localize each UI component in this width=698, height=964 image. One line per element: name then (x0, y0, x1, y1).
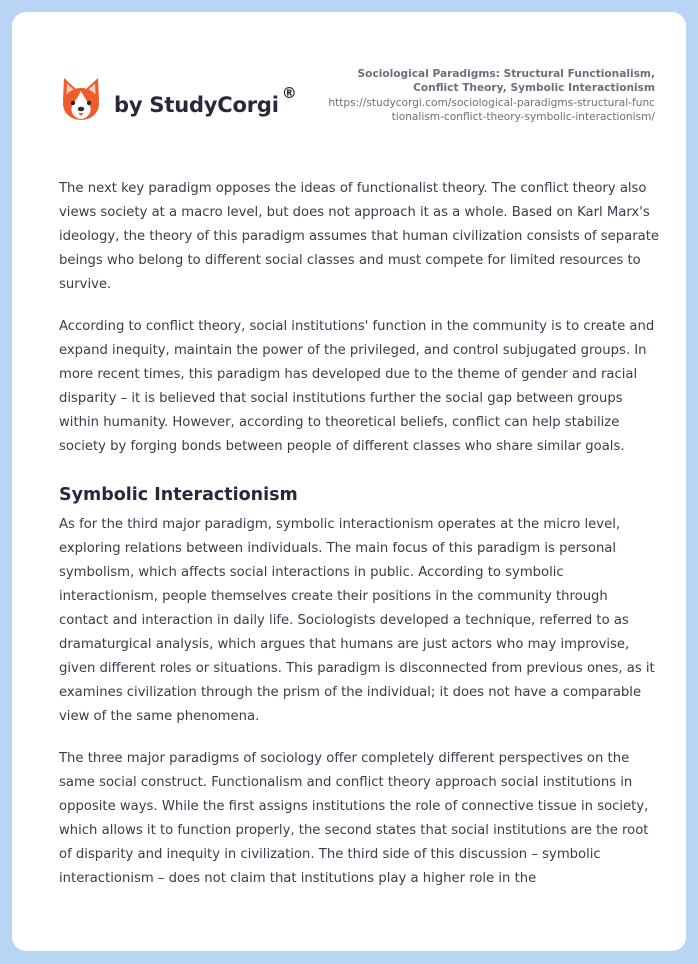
document-url-link[interactable]: https://studycorgi.com/sociological-paradigms-structural-functionalism-conflict-theory-symbolic-interactionism/ (328, 97, 655, 123)
document-meta (325, 67, 655, 124)
paragraph-conflict-institutions: According to conflict theory, social institutions' function in the community is to create and expand inequity, maintain the power of the privileged, and control subjugated groups. In more recent times, this paradigm has developed due to the theme of gender and racial disparity – it is believed that social institutions further the social gap between groups within humanity. However, according to theoretical beliefs, conflict can help stabilize society by forging bonds between people of different classes who share similar goals. (59, 319, 655, 454)
page-header (12, 12, 686, 152)
corgi-logo-icon (60, 76, 102, 122)
brand-name (114, 83, 297, 117)
article-body (59, 177, 659, 909)
registered-mark: ® (281, 83, 297, 102)
paragraph-conflict-theory: The next key paradigm opposes the ideas of functionalist theory. The conflict theory also views society at a macro level, but does not approach it as a whole. Based on Karl Marx's ideology, the theory of this paradigm assumes that human civilization consists of separate beings who belong to different social classes and must compete for limited resources to survive. (59, 181, 660, 292)
document-page (12, 12, 686, 951)
brand-text: by StudyCorgi (114, 92, 279, 117)
document-title: Sociological Paradigms: Structural Functionalism, Conflict Theory, Symbolic Interactionism (357, 68, 655, 94)
paragraph-symbolic-interactionism: As for the third major paradigm, symbolic interactionism operates at the micro level, exploring relations between individuals. The main focus of this paradigm is personal symbolism, which affects social interactions in public. According to symbolic interactionism, people themselves create their positions in the community through contact and interaction in daily life. Sociologists developed a technique, referred to as dramaturgical analysis, which argues that humans are just actors who may improvise, given different roles or situations. This paradigm is disconnected from previous ones, as it examines civilization through the prism of the individual; it does not have a comparable view of the same phenomena. (59, 517, 655, 724)
studycorgi-logo[interactable] (60, 76, 297, 122)
paragraph-three-paradigms: The three major paradigms of sociology offer completely different perspectives on the same social construct. Functionalism and conflict theory approach social institutions in opposite ways. While the first assigns institutions the role of connective tissue in society, which allows it to function properly, the second states that social institutions are the root of disparity and inequity in civilization. The third side of this discussion – symbolic interactionism – does not claim that institutions play a higher role in the (59, 751, 649, 886)
section-heading: Symbolic Interactionism (59, 485, 298, 505)
